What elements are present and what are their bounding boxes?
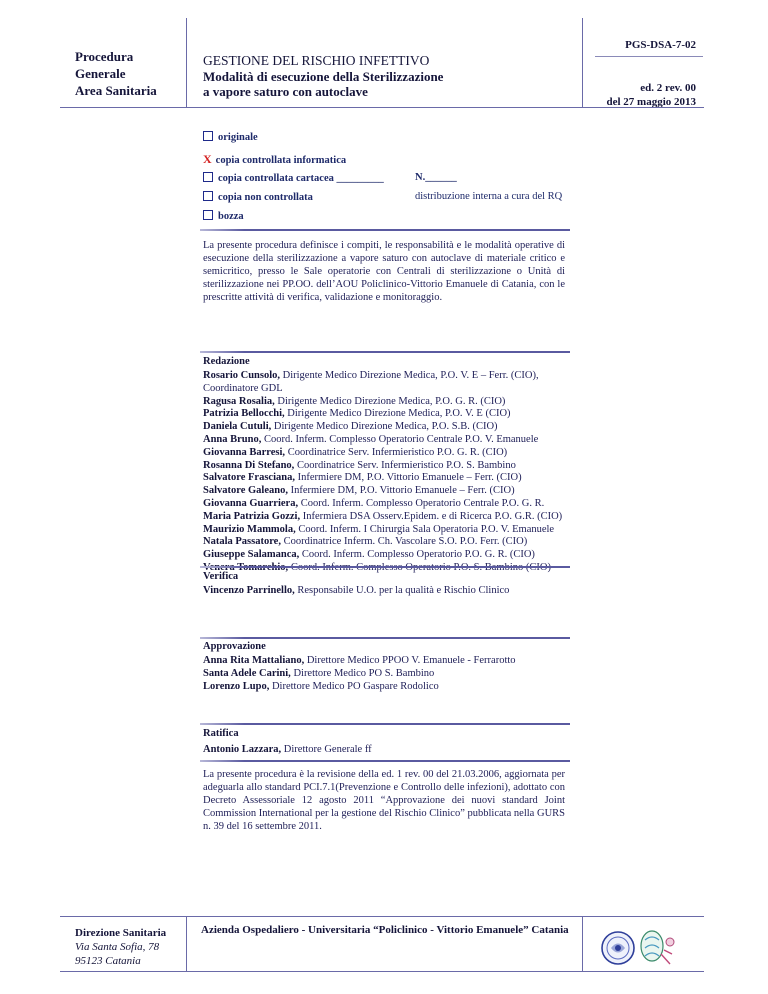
person-role: Coordinatrice Inferm. Ch. Vascolare S.O. P.O. Ferr. (CIO)	[280, 536, 528, 548]
edition-info	[592, 81, 696, 109]
person-name: Anna Bruno,	[203, 433, 262, 445]
person-role: Dirigente Medico Direzione Medica, P.O. S.B. (CIO)	[271, 421, 498, 433]
redazione-person	[203, 524, 573, 537]
redazione-person	[203, 447, 573, 460]
footer-top-rule-left	[60, 916, 187, 917]
revision-note: La presente procedura è la revisione della ed. 1 rev. 00 del 21.03.2006, aggiornata per adeguarla allo standard PCI.7.1(Prevenzione e Controllo delle infezioni), adottato con Decreto Assessoriale 12 agosto 2011 “Approvazione dei nuovi standard Joint Commission International per la gestione del Rischio Clinico” pubblicata nella GURS n. 39 del 16 settembre 2011.	[203, 769, 565, 832]
verifica-person	[203, 585, 573, 598]
procedure-type-line-2: Generale	[75, 66, 126, 81]
footer-office: Direzione Sanitaria	[75, 927, 167, 939]
option-bozza-label: bozza	[218, 211, 244, 222]
person-role: Responsabile U.O. per la qualità e Rischio Clinico	[294, 585, 510, 596]
document-title	[203, 53, 583, 99]
redazione-person	[203, 485, 573, 498]
checkbox-icon	[203, 131, 213, 141]
edition-revision: ed. 2 rev. 00	[640, 82, 696, 94]
option-copia-cartacea-label: copia controllata cartacea _________	[218, 173, 384, 184]
option-originale-label: originale	[218, 132, 258, 143]
person-role: Coordinatrice Serv. Infermieristico P.O. G. R. (CIO)	[285, 446, 508, 458]
document-title-main: GESTIONE DEL RISCHIO INFETTIVO	[203, 53, 430, 68]
person-role: Coordinatrice Serv. Infermieristico P.O. S. Bambino	[294, 459, 516, 471]
person-role: Coord. Inferm. Complesso Operatorio P.O. G. R. (CIO)	[299, 549, 535, 561]
redazione-person	[203, 498, 573, 511]
checkbox-icon	[203, 210, 213, 220]
person-role: Coord. Inferm. Complesso Operatorio Centrale P.O. G. R.	[298, 497, 545, 509]
footer-top-rule-right	[582, 916, 704, 917]
approvazione-title: Approvazione	[203, 641, 266, 652]
procedure-type-label	[75, 48, 157, 99]
ratifica-bottom-rule	[200, 760, 570, 762]
option-copia-cartacea	[203, 172, 384, 184]
redazione-person	[203, 460, 573, 473]
person-role: Infermiera DSA Osserv.Epidem. e di Ricerca P.O. G.R. (CIO)	[300, 510, 563, 522]
person-name: Patrizia Bellocchi,	[203, 408, 285, 420]
redazione-person	[203, 472, 573, 485]
option-copia-non-controllata	[203, 191, 313, 203]
header-bottom-rule-right	[582, 107, 704, 108]
option-bozza	[203, 210, 244, 222]
person-role: Dirigente Medico Direzione Medica, P.O. G. R. (CIO)	[274, 395, 506, 407]
options-bottom-rule	[200, 229, 570, 231]
option-originale	[203, 131, 258, 143]
approvazione-top-rule	[200, 637, 570, 639]
person-role: Direttore Medico PO S. Bambino	[290, 667, 435, 679]
redazione-top-rule	[200, 351, 570, 353]
header-divider-right	[582, 18, 583, 108]
code-underline	[595, 56, 703, 57]
person-name: Natala Passatore,	[203, 536, 281, 548]
person-name: Lorenzo Lupo,	[203, 680, 270, 692]
footer-address	[75, 926, 166, 968]
person-name: Giovanna Guarriera,	[203, 497, 299, 509]
checkbox-icon	[203, 172, 213, 182]
person-name: Vincenzo Parrinello,	[203, 585, 295, 596]
checkbox-icon	[203, 191, 213, 201]
person-role: Coord. Inferm. Complesso Operatorio Centrale P.O. V. Emanuele	[261, 433, 539, 445]
person-name: Giovanna Barresi,	[203, 446, 286, 458]
document-subtitle-line-1: Modalità di esecuzione della Sterilizzazione	[203, 69, 444, 84]
person-name: Maria Patrizia Gozzi,	[203, 510, 301, 522]
document-subtitle-line-2: a vapore saturo con autoclave	[203, 84, 368, 99]
verifica-section	[203, 571, 573, 598]
copy-number: N.______	[415, 172, 457, 183]
redazione-person	[203, 536, 573, 549]
person-name: Salvatore Frasciana,	[203, 472, 295, 484]
ratifica-title: Ratifica	[203, 728, 239, 739]
ratifica-top-rule	[200, 723, 570, 725]
person-role: Coord. Inferm. I Chirurgia Sala Operatoria P.O. V. Emanuele	[295, 523, 555, 535]
option-copia-informatica-label: copia controllata informatica	[215, 155, 347, 166]
person-name: Maurizio Mammola,	[203, 523, 296, 535]
ratifica-section	[203, 728, 573, 757]
option-copia-non-controllata-label: copia non controllata	[218, 192, 313, 203]
header-bottom-rule-mid	[187, 107, 582, 108]
approvazione-person	[203, 681, 573, 694]
approvazione-section	[203, 641, 573, 693]
header-bottom-rule-left	[60, 107, 187, 108]
procedure-type-line-3: Area Sanitaria	[75, 83, 157, 98]
person-name: Rosario Cunsolo,	[203, 370, 281, 381]
footer-bottom-rule-mid	[187, 971, 582, 972]
person-role: Direttore Generale ff	[281, 744, 372, 755]
person-name: Salvatore Galeano,	[203, 485, 288, 497]
x-mark-icon: X	[203, 152, 212, 166]
footer-bottom-rule-left	[60, 971, 187, 972]
footer-top-rule-mid	[187, 916, 582, 917]
approvazione-person	[203, 668, 573, 681]
verifica-top-rule	[200, 566, 570, 568]
person-name: Anna Rita Mattaliano,	[203, 655, 305, 666]
person-role: Direttore Medico PO Gaspare Rodolico	[269, 680, 439, 692]
redazione-title: Redazione	[203, 356, 250, 367]
person-name: Giuseppe Salamanca,	[203, 549, 300, 561]
redazione-person	[203, 511, 573, 524]
redazione-person	[203, 396, 573, 409]
ratifica-person	[203, 744, 573, 757]
footer-city: 95123 Catania	[75, 955, 141, 967]
redazione-person	[203, 370, 573, 396]
redazione-person	[203, 408, 573, 421]
distribution-note: distribuzione interna a cura del RQ	[415, 191, 563, 202]
person-role: Infermiere DM, P.O. Vittorio Emanuele – Ferr. (CIO)	[294, 472, 522, 484]
person-role: Dirigente Medico Direzione Medica, P.O. V. E (CIO)	[284, 408, 511, 420]
footer-organization: Azienda Ospedaliero - Universitaria “Policlinico - Vittorio Emanuele” Catania	[201, 924, 569, 936]
option-copia-informatica	[203, 152, 346, 167]
intro-paragraph: La presente procedura definisce i compiti, le responsabilità e le modalità operative di esecuzione della sterilizzazione a vapore saturo con autoclave di materiale critico e semicritico, presso le Sale operatorie con Centrali di sterilizzazione o Unità di sterilizzazione nei PP.OO. dell’AOU Policlinico-Vittorio Emanuele di Catania, con le prescritte attività di verifica, validazione e monitoraggio.	[203, 240, 565, 303]
person-role: Direttore Medico PPOO V. Emanuele - Ferrarotto	[304, 655, 516, 666]
procedure-type-line-1: Procedura	[75, 49, 134, 64]
edition-date: del 27 maggio 2013	[606, 96, 696, 108]
person-name: Daniela Cutuli,	[203, 421, 272, 433]
person-name: Rosanna Di Stefano,	[203, 459, 295, 471]
footer-divider-right	[582, 916, 583, 971]
redazione-person	[203, 434, 573, 447]
redazione-person	[203, 549, 573, 562]
person-role: Dirigente Medico Direzione Medica, P.O. V. E – Ferr. (CIO), Coordinatore GDL	[203, 370, 539, 394]
person-name: Santa Adele Carini,	[203, 667, 291, 679]
redazione-person	[203, 421, 573, 434]
footer-street: Via Santa Sofia, 78	[75, 941, 160, 953]
document-code: PGS-DSA-7-02	[625, 39, 696, 51]
footer-bottom-rule-right	[582, 971, 704, 972]
verifica-title: Verifica	[203, 571, 239, 582]
approvazione-person	[203, 655, 573, 668]
person-name: Ragusa Rosalia,	[203, 395, 275, 407]
university-seal-logo-icon	[598, 926, 682, 970]
person-name: Antonio Lazzara,	[203, 744, 282, 755]
redazione-section	[203, 356, 573, 575]
person-role: Infermiere DM, P.O. Vittorio Emanuele – Ferr. (CIO)	[287, 485, 515, 497]
footer-divider-left	[186, 916, 187, 971]
header-divider-left	[186, 18, 187, 108]
